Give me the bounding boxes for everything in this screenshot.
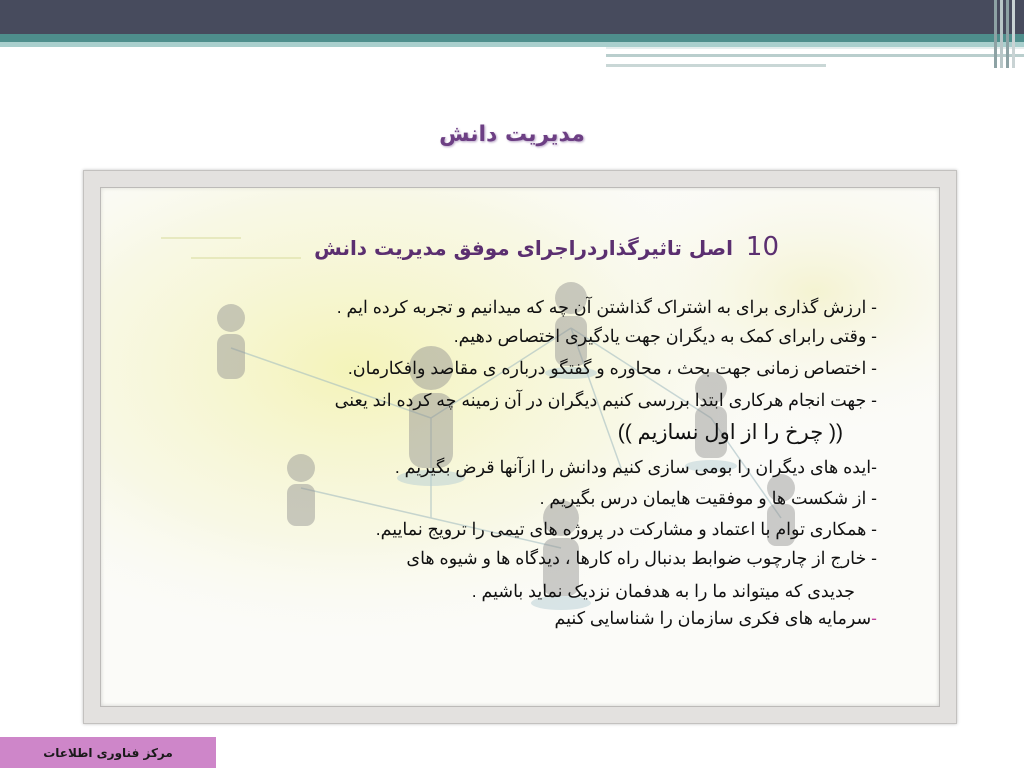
list-item: (( چرخ را از اول نسازیم )) bbox=[617, 421, 843, 444]
list-item: - همکاری توام با اعتماد و مشارکت در پروژه های تیمی را ترویج نماییم. bbox=[375, 519, 877, 539]
list-item-text: سرمایه های فکری سازمان را شناسایی کنیم bbox=[554, 608, 872, 628]
content-frame bbox=[83, 170, 957, 724]
network-people-background-image bbox=[101, 188, 940, 707]
content-heading-text: اصل تاثیرگذاردراجرای موفق مدیریت دانش bbox=[314, 236, 733, 260]
list-item: - وقتی رابرای کمک به دیگران جهت یادگیری اختصاص دهیم. bbox=[453, 326, 877, 346]
content-heading bbox=[101, 232, 779, 262]
content-panel bbox=[100, 187, 940, 707]
decorative-line bbox=[606, 64, 826, 67]
list-item: - اختصاص زمانی جهت بحث ، محاوره و گفتگو درباره ی مقاصد وافکارمان. bbox=[347, 358, 877, 378]
header-accent-stripe bbox=[0, 34, 1024, 42]
list-item: - جهت انجام هرکاری ابتدا بررسی کنیم دیگران در آن زمینه چه کرده اند یعنی bbox=[334, 390, 877, 410]
decorative-vertical-stripe bbox=[1000, 0, 1003, 68]
footer-label: مرکز فناوری اطلاعات bbox=[0, 737, 216, 768]
list-bullet: - bbox=[871, 608, 877, 628]
content-heading-number: 10 bbox=[745, 232, 779, 262]
slide-title: مدیریت دانش bbox=[439, 122, 585, 147]
decorative-line bbox=[606, 54, 1024, 57]
list-item: جدیدی که میتواند ما را به هدفمان نزدیک نماید باشیم . bbox=[471, 581, 855, 601]
decorative-line bbox=[606, 47, 1024, 49]
list-item bbox=[554, 610, 877, 628]
list-item: - از شکست ها و موفقیت هایمان درس بگیریم . bbox=[539, 488, 877, 508]
list-item: - ارزش گذاری برای به اشتراک گذاشتن آن چه که میدانیم و تجربه کرده ایم . bbox=[336, 297, 877, 317]
header-bar bbox=[0, 0, 1024, 34]
list-item: -ایده های دیگران را بومی سازی کنیم ودانش را ازآنها قرض بگیریم . bbox=[394, 457, 877, 477]
list-item: - خارج از چارچوب ضوابط بدنبال راه کارها ، دیدگاه ها و شیوه های bbox=[406, 548, 877, 568]
decorative-vertical-stripe bbox=[1012, 0, 1015, 68]
decorative-vertical-stripe bbox=[1006, 0, 1009, 68]
decorative-vertical-stripe bbox=[994, 0, 997, 68]
